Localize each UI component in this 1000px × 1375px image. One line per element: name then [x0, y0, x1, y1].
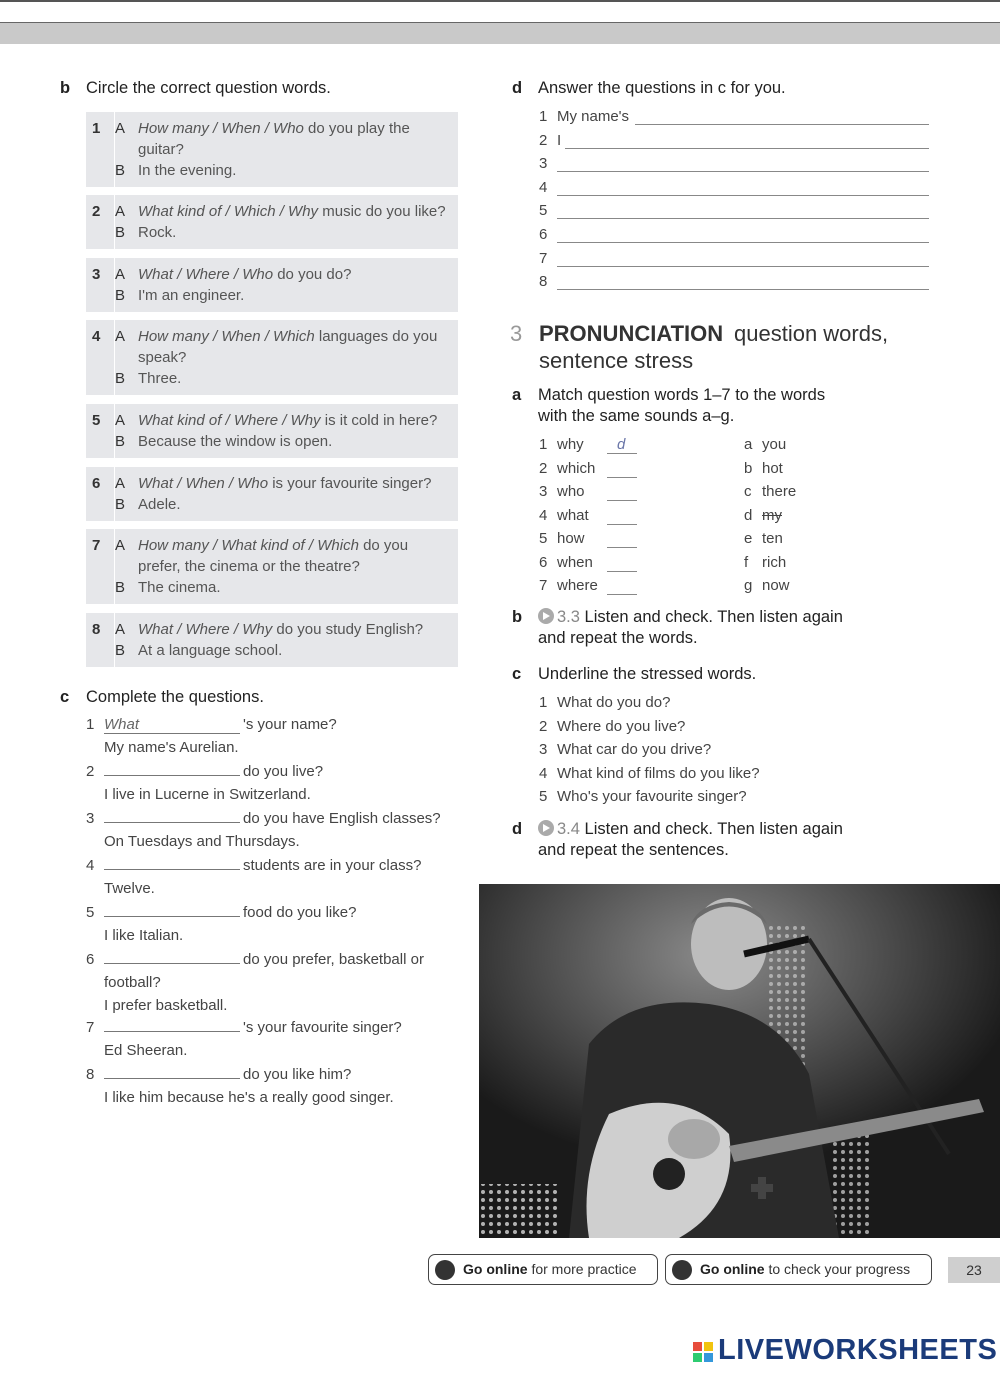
sentence-text[interactable]: What kind of films do you like? — [557, 764, 760, 782]
section-instruction: Circle the correct question words. — [86, 79, 331, 97]
answer-text: My name's Aurelian. — [104, 739, 239, 756]
match-right-item — [744, 436, 786, 453]
item-number: 4 — [86, 857, 95, 874]
question-rest: do you do? — [273, 266, 352, 283]
section-instruction: Complete the questions. — [86, 688, 264, 706]
question-word: where — [557, 577, 598, 594]
question-block — [86, 112, 458, 187]
singer-photo — [479, 884, 1000, 1238]
question-continuation: football? — [104, 974, 161, 991]
question-text — [138, 118, 410, 139]
stress-sentence — [539, 718, 685, 735]
word-options[interactable]: What / When / Who — [138, 475, 269, 492]
word-options[interactable]: What kind of / Where / Why — [138, 412, 321, 429]
logo-grid-icon — [693, 1342, 713, 1362]
write-line[interactable] — [565, 148, 929, 149]
item-number: 3 — [86, 810, 95, 827]
question-text — [138, 326, 437, 347]
answer-line — [539, 273, 931, 295]
answer-blank[interactable] — [104, 1031, 240, 1032]
item-number: 3 — [92, 266, 101, 283]
question-text — [138, 201, 446, 222]
item-number: 2 — [92, 203, 101, 220]
practice-label: for more practice — [531, 1261, 637, 1277]
question-word: why — [557, 436, 584, 453]
answer-blank[interactable] — [104, 1078, 240, 1079]
match-blank[interactable] — [607, 571, 637, 572]
answer-text: Twelve. — [104, 880, 155, 897]
complete-question — [86, 1019, 402, 1036]
item-number: 8 — [92, 621, 101, 638]
match-blank[interactable] — [607, 477, 637, 478]
section-letter: a — [512, 386, 522, 404]
answer-text: In the evening. — [138, 162, 237, 179]
track-number: 3.3 — [557, 608, 580, 626]
speaker-a: A — [115, 120, 126, 137]
sound-word: you — [762, 436, 787, 453]
speaker-a: A — [115, 203, 126, 220]
progress-label: to check your progress — [768, 1261, 911, 1277]
answer-line — [539, 179, 931, 201]
answer-text: I prefer basketball. — [104, 997, 228, 1014]
question-rest: 's your favourite singer? — [243, 1019, 402, 1036]
question-rest: do you prefer, basketball or — [243, 951, 424, 968]
write-line[interactable] — [557, 266, 929, 267]
stress-sentence — [539, 788, 747, 805]
answer-blank[interactable] — [104, 869, 240, 870]
answer-text: At a language school. — [138, 642, 283, 659]
question-text — [138, 410, 437, 431]
speaker-b: B — [115, 370, 126, 387]
write-line[interactable] — [557, 195, 929, 196]
progress-online-button[interactable] — [665, 1254, 932, 1285]
write-line[interactable] — [557, 171, 929, 172]
answer-line — [539, 226, 931, 248]
listen-text: Listen and check. Then listen again — [584, 820, 843, 838]
stress-sentence — [539, 694, 670, 711]
word-options[interactable]: How many / When / Which — [138, 328, 315, 345]
section-letter: b — [512, 608, 523, 626]
question-continuation: prefer, the cinema or the theatre? — [138, 558, 360, 575]
top-page-band — [0, 0, 1000, 44]
question-continuation: guitar? — [138, 141, 184, 158]
section-letter: d — [512, 79, 523, 97]
word-options[interactable]: What / Where / Who — [138, 266, 274, 283]
line-number: 7 — [539, 249, 548, 267]
audio-icon[interactable] — [538, 608, 554, 624]
section-letter: c — [60, 688, 70, 706]
question-word: when — [557, 553, 593, 571]
audio-icon[interactable] — [538, 820, 554, 836]
item-number: 1 — [86, 716, 95, 733]
question-text — [138, 619, 423, 640]
item-number: 4 — [539, 506, 548, 524]
listen-text: Listen and check. Then listen again — [584, 608, 843, 626]
heading-sub: sentence stress — [539, 348, 694, 373]
item-number: 5 — [539, 788, 548, 806]
match-right-item — [744, 507, 782, 524]
match-left-item — [539, 460, 595, 477]
match-blank[interactable] — [607, 594, 637, 595]
sentence-text[interactable]: What do you do? — [557, 694, 671, 711]
item-letter: d — [744, 506, 753, 524]
answer-blank[interactable] — [104, 822, 240, 823]
item-letter: c — [744, 483, 752, 500]
question-word: which — [557, 459, 596, 477]
complete-question — [86, 810, 441, 827]
question-rest: music do you like? — [318, 203, 446, 220]
answer-text: I'm an engineer. — [138, 287, 245, 304]
line-number: 6 — [539, 226, 548, 243]
match-right-item — [744, 483, 796, 500]
section-number: 3 — [510, 321, 523, 346]
answer-text: Rock. — [138, 224, 177, 241]
section-letter: b — [60, 79, 71, 97]
word-options[interactable]: What kind of / Which / Why — [138, 203, 319, 220]
speaker-b: B — [115, 224, 126, 241]
section-instruction: Answer the questions in c for you. — [538, 79, 786, 97]
line-prefix: My name's — [557, 108, 630, 125]
item-letter: g — [744, 577, 753, 594]
speaker-a: A — [115, 412, 126, 429]
question-rest: 's your name? — [243, 716, 337, 733]
write-line[interactable] — [557, 289, 929, 290]
sound-word: rich — [762, 553, 787, 571]
question-word: who — [557, 483, 585, 500]
item-number: 4 — [92, 328, 101, 345]
answer-text: I like him because he's a really good singer. — [104, 1089, 394, 1106]
item-letter: a — [744, 436, 753, 453]
item-number: 2 — [86, 763, 95, 780]
pron-b-line1 — [538, 608, 843, 627]
item-number: 5 — [92, 412, 101, 429]
write-line[interactable] — [635, 124, 929, 125]
answer-line — [539, 108, 931, 130]
line-number: 2 — [539, 131, 548, 149]
heading-title: PRONUNCIATION — [539, 321, 724, 346]
speaker-b: B — [115, 579, 126, 596]
answer-text: I like Italian. — [104, 927, 184, 944]
item-number: 6 — [92, 475, 101, 492]
answer-text: Three. — [138, 370, 182, 387]
question-continuation: speak? — [138, 349, 187, 366]
answer-text: I live in Lucerne in Switzerland. — [104, 786, 311, 803]
question-rest: do you live? — [243, 763, 324, 780]
match-right-item — [744, 577, 790, 594]
track-number: 3.4 — [557, 820, 580, 838]
match-blank[interactable] — [607, 453, 637, 454]
answer-blank[interactable]: What — [104, 716, 240, 734]
section-letter: c — [512, 665, 522, 683]
question-rest: do you like him? — [243, 1066, 352, 1083]
go-online-label: Go online — [463, 1261, 528, 1277]
pron-d-line1 — [538, 820, 843, 839]
speaker-a: A — [115, 537, 126, 554]
match-blank[interactable] — [607, 500, 637, 501]
speaker-b: B — [115, 496, 126, 513]
sound-word: ten — [762, 530, 783, 547]
answer-blank[interactable] — [104, 916, 240, 917]
question-block — [86, 195, 458, 249]
line-prefix: I — [557, 131, 562, 149]
match-left-item — [539, 483, 585, 500]
question-block — [86, 529, 458, 604]
pron-b-line2: and repeat the words. — [538, 629, 698, 647]
item-number: 8 — [86, 1066, 95, 1083]
question-word: what — [557, 506, 589, 524]
pron-a-line2: with the same sounds a–g. — [538, 407, 735, 425]
speaker-a: A — [115, 621, 126, 638]
question-block — [86, 613, 458, 667]
complete-question — [86, 857, 421, 874]
write-line[interactable] — [557, 242, 929, 243]
question-text — [138, 535, 408, 556]
brand-name: LIVEWORKSHEETS — [718, 1334, 998, 1366]
question-rest: is your favourite singer? — [268, 475, 432, 492]
match-right-item — [744, 460, 783, 477]
answer-text: Ed Sheeran. — [104, 1042, 188, 1059]
sentence-text[interactable]: What car do you drive? — [557, 741, 712, 759]
speaker-b: B — [115, 287, 126, 304]
word-options[interactable]: How many / What kind of / Which — [138, 537, 359, 554]
answer-text: The cinema. — [138, 579, 221, 596]
sentence-text[interactable]: Where do you live? — [557, 717, 686, 735]
section-letter: d — [512, 820, 523, 838]
question-block — [86, 404, 458, 458]
sound-word: there — [762, 483, 797, 500]
question-rest: do you have English classes? — [243, 810, 441, 827]
question-rest: students are in your class? — [243, 857, 422, 874]
go-online-label: Go online — [700, 1261, 765, 1277]
item-number: 3 — [539, 741, 548, 759]
cursor-icon — [435, 1260, 455, 1280]
word-options[interactable]: What / Where / Why — [138, 621, 273, 638]
complete-question — [86, 1066, 351, 1083]
speaker-a: A — [115, 266, 126, 283]
answer-line — [539, 250, 931, 272]
item-number: 3 — [539, 483, 548, 500]
answer-blank[interactable] — [104, 963, 240, 964]
answer-text: On Tuesdays and Thursdays. — [104, 833, 300, 850]
answer-line — [539, 202, 931, 224]
match-left-item — [539, 436, 584, 453]
pron-a-line1: Match question words 1–7 to the words — [538, 386, 826, 404]
line-number: 1 — [539, 108, 548, 125]
question-rest: is it cold in here? — [320, 412, 438, 429]
speaker-b: B — [115, 642, 126, 659]
item-letter: b — [744, 459, 753, 477]
speaker-b: B — [115, 162, 126, 179]
item-number: 5 — [539, 530, 548, 547]
item-number: 5 — [86, 904, 95, 921]
line-number: 5 — [539, 202, 548, 220]
match-left-item — [539, 554, 593, 571]
sound-word: my — [762, 506, 782, 524]
checkmark-icon — [672, 1260, 692, 1280]
question-block — [86, 258, 458, 312]
item-number: 6 — [539, 553, 548, 571]
word-options[interactable]: How many / When / Who — [138, 120, 304, 137]
question-rest: do you play the — [303, 120, 410, 137]
complete-question — [86, 716, 337, 734]
stress-sentence — [539, 741, 711, 758]
answer-text: Because the window is open. — [138, 433, 333, 450]
question-rest: languages do you — [314, 328, 438, 345]
question-rest: do you — [358, 537, 409, 554]
line-number: 3 — [539, 155, 548, 173]
question-text — [138, 473, 431, 494]
heading-rest: question words, — [734, 321, 889, 346]
complete-question — [86, 951, 424, 968]
page-number: 23 — [948, 1257, 1000, 1283]
match-blank[interactable] — [607, 547, 637, 548]
question-block — [86, 467, 458, 521]
item-number: 2 — [539, 717, 548, 735]
match-left-item — [539, 530, 585, 547]
sound-word: hot — [762, 459, 783, 477]
complete-question — [86, 763, 323, 780]
complete-question — [86, 904, 356, 921]
answer-line — [539, 132, 931, 154]
match-right-item — [744, 554, 786, 571]
pron-d-line2: and repeat the sentences. — [538, 841, 729, 859]
line-number: 8 — [539, 273, 548, 291]
answer-text: Adele. — [138, 496, 181, 513]
stress-sentence — [539, 765, 760, 782]
line-number: 4 — [539, 178, 548, 196]
question-block — [86, 320, 458, 395]
item-number: 7 — [539, 577, 548, 594]
question-text — [138, 264, 351, 285]
question-rest: food do you like? — [243, 904, 357, 921]
item-number: 7 — [86, 1019, 95, 1036]
match-left-item — [539, 507, 589, 524]
answer-line — [539, 155, 931, 177]
sound-word: now — [762, 577, 790, 594]
match-right-item — [744, 530, 783, 547]
answer-blank[interactable] — [104, 775, 240, 776]
question-rest: do you study English? — [272, 621, 424, 638]
item-number: 1 — [539, 694, 548, 711]
item-number: 1 — [539, 436, 548, 453]
speaker-a: A — [115, 328, 126, 345]
item-number: 7 — [92, 537, 101, 554]
section-instruction: Underline the stressed words. — [538, 665, 757, 683]
question-word: how — [557, 530, 585, 547]
match-left-item — [539, 577, 598, 594]
write-line[interactable] — [557, 218, 929, 219]
sentence-text[interactable]: Who's your favourite singer? — [557, 788, 747, 806]
item-number: 4 — [539, 764, 548, 782]
item-number: 2 — [539, 459, 548, 477]
match-blank[interactable] — [607, 524, 637, 525]
match-answer: d — [617, 436, 626, 453]
item-number: 6 — [86, 951, 95, 968]
speaker-a: A — [115, 475, 126, 492]
item-number: 1 — [92, 120, 101, 137]
item-letter: e — [744, 530, 753, 547]
practice-online-button[interactable] — [428, 1254, 658, 1285]
item-letter: f — [744, 553, 749, 571]
speaker-b: B — [115, 433, 126, 450]
guitarist-illustration — [479, 884, 1000, 1238]
